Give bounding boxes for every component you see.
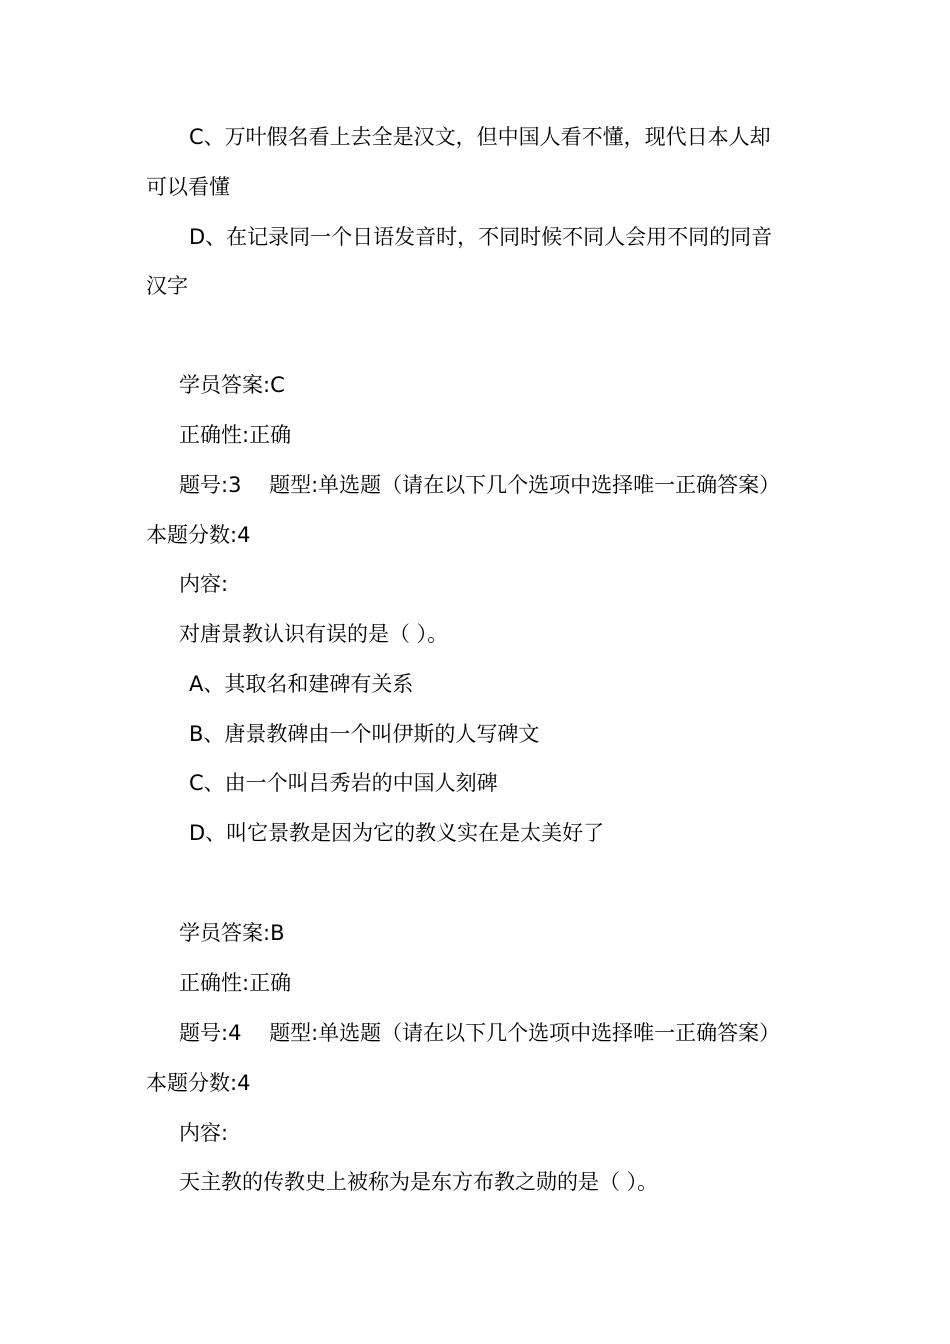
option-c-line1: C、万叶假名看上去全是汉文，但中国人看不懂，现代日本人却 <box>189 125 771 149</box>
option-b: B、唐景教碑由一个叫伊斯的人写碑文 <box>189 722 540 746</box>
content-label: 内容: <box>179 572 229 596</box>
correctness: 正确性:正确 <box>179 423 292 447</box>
question-score: 本题分数:4 <box>146 523 251 547</box>
student-answer: 学员答案:C <box>179 373 285 397</box>
correctness: 正确性:正确 <box>179 971 292 995</box>
option-d: D、叫它景教是因为它的教义实在是太美好了 <box>189 821 605 845</box>
question-score: 本题分数:4 <box>146 1071 251 1095</box>
question-header: 题号:4 题型:单选题（请在以下几个选项中选择唯一正确答案） <box>179 1021 781 1045</box>
option-a: A、其取名和建碑有关系 <box>189 672 414 696</box>
option-c-line2: 可以看懂 <box>146 175 230 199</box>
option-d-line1: D、在记录同一个日语发音时，不同时候不同人会用不同的同音 <box>189 225 773 249</box>
content-label: 内容: <box>179 1121 229 1145</box>
question-stem: 对唐景教认识有误的是（ ）。 <box>179 622 449 646</box>
option-d-line2: 汉字 <box>146 274 188 298</box>
option-c: C、由一个叫吕秀岩的中国人刻碑 <box>189 771 498 795</box>
student-answer: 学员答案:B <box>179 921 285 945</box>
question-header: 题号:3 题型:单选题（请在以下几个选项中选择唯一正确答案） <box>179 473 781 497</box>
question-stem: 天主教的传教史上被称为是东方布教之勋的是（ ）。 <box>179 1170 659 1194</box>
